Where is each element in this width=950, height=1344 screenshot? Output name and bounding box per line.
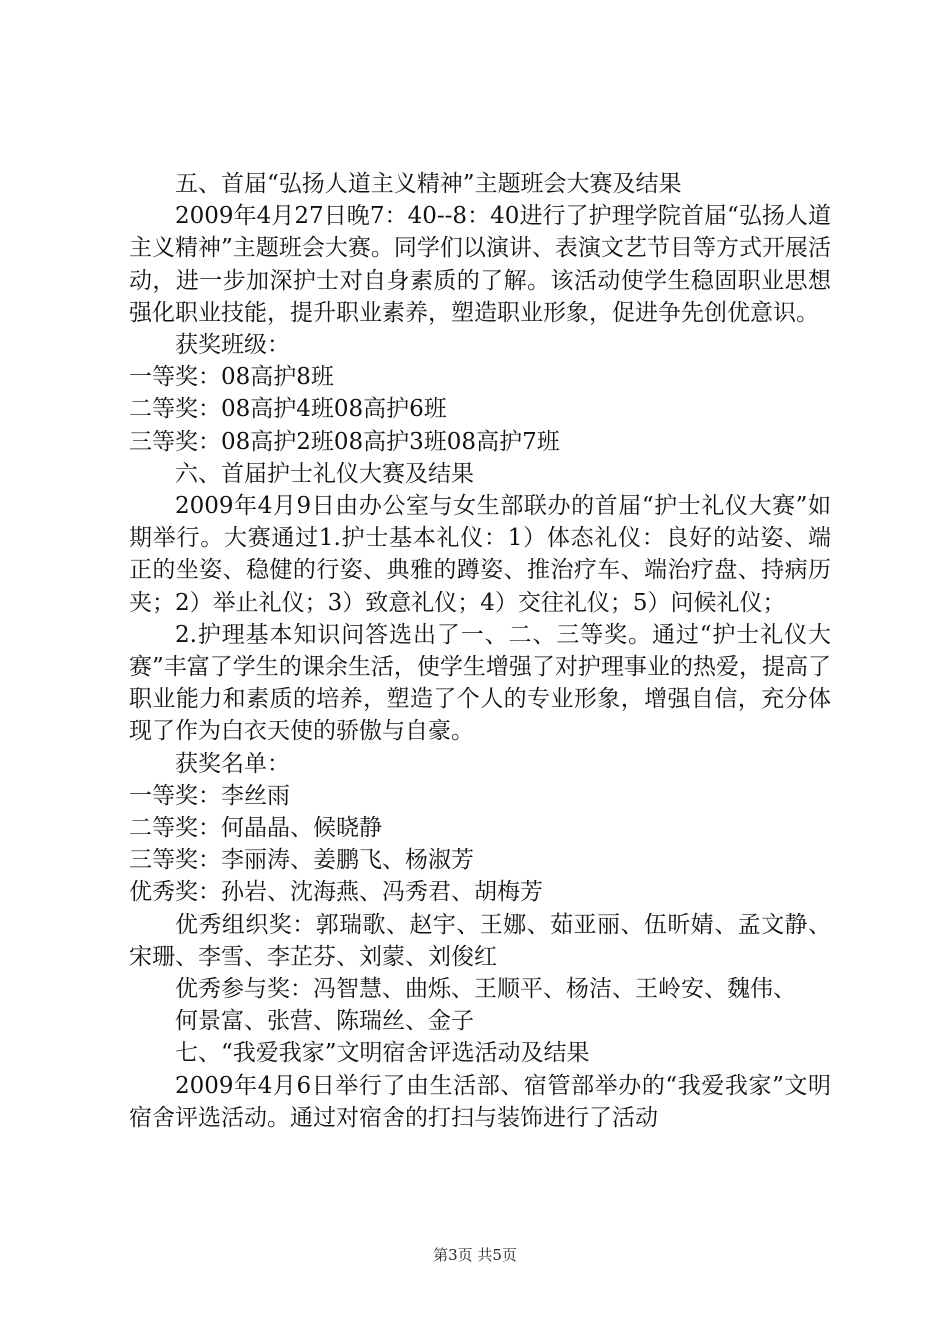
- document-body: [129, 168, 831, 1134]
- paragraph: 2009年4月6日举行了由生活部、宿管部举办的“我爱我家”文明宿舍评选活动。通过对宿舍的打扫与装饰进行了活动: [129, 1072, 831, 1131]
- award-line: 何景富、张营、陈瑞丝、金子: [175, 1008, 474, 1035]
- paragraph: 2009年4月27日晚7：40--8：40进行了护理学院首届“弘扬人道主义精神”主题班会大赛。同学们以演讲、表演文艺节目等方式开展活动，进一步加深护士对自身素质的了解。该活动使学生稳固职业思想强化职业技能，提升职业素养，塑造职业形象，促进争先创优意识。: [129, 203, 831, 326]
- award-line: 一等奖：08高护8班: [129, 364, 334, 391]
- award-line: 一等奖：李丝雨: [129, 782, 290, 809]
- award-line: 优秀参与奖：冯智慧、曲烁、王顺平、杨洁、王岭安、魏伟、: [175, 976, 796, 1003]
- award-line: 优秀组织奖：郭瑞歌、赵宇、王娜、茹亚丽、伍昕婧、孟文静、宋珊、李雪、李芷芬、刘蒙、刘俊红: [129, 911, 831, 970]
- section-heading-6: 六、首届护士礼仪大赛及结果: [175, 460, 474, 487]
- award-line: 三等奖：李丽涛、姜鹏飞、杨淑芳: [129, 847, 474, 874]
- page-footer: 第3页 共5页: [433, 1246, 517, 1264]
- award-line: 优秀奖：孙岩、沈海燕、冯秀君、胡梅芳: [129, 879, 543, 906]
- award-list-heading: 获奖名单：: [175, 750, 290, 777]
- award-list-heading: 获奖班级：: [175, 332, 290, 359]
- section-heading-5: 五、首届“弘扬人道主义精神”主题班会大赛及结果: [175, 171, 682, 197]
- award-line: 二等奖：08高护4班08高护6班: [129, 396, 447, 423]
- award-line: 三等奖：08高护2班08高护3班08高护7班: [129, 428, 560, 455]
- section-heading-7: 七、“我爱我家”文明宿舍评选活动及结果: [175, 1040, 590, 1067]
- paragraph: 2009年4月9日由办公室与女生部联办的首届“护士礼仪大赛”如期举行。大赛通过1.护士基本礼仪：1）体态礼仪：良好的站姿、端正的坐姿、稳健的行姿、典雅的蹲姿、推治疗车、端治疗盘、持病历夹；2）举止礼仪；3）致意礼仪；4）交往礼仪；5）问候礼仪；: [129, 493, 831, 616]
- paragraph: 2.护理基本知识问答选出了一、二、三等奖。通过“护士礼仪大赛”丰富了学生的课余生活，使学生增强了对护理事业的热爱，提高了职业能力和素质的培养，塑造了个人的专业形象，增强自信，充分体现了作为白衣天使的骄傲与自豪。: [129, 621, 831, 745]
- award-line: 二等奖：何晶晶、候晓静: [129, 815, 382, 842]
